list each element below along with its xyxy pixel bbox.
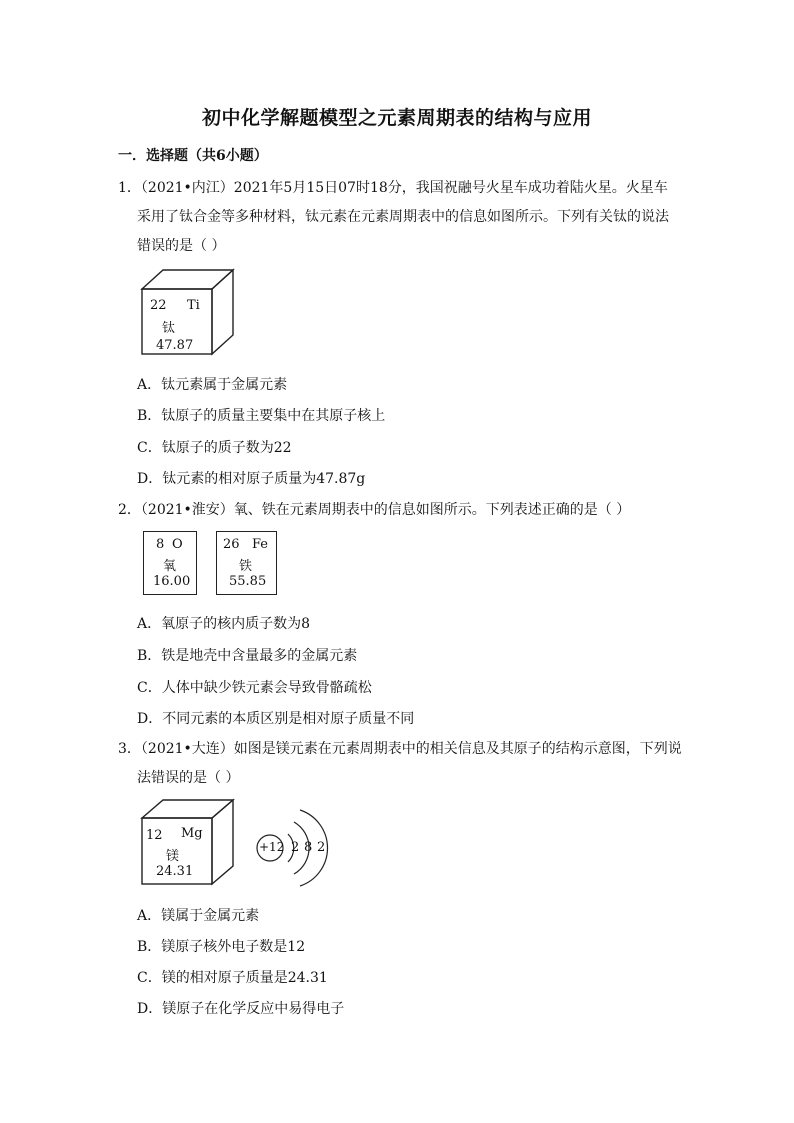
shell-3-electrons: 2 [317, 840, 326, 855]
tile-element-name: 钛 [162, 321, 176, 336]
tile-element-name: 氧 [163, 559, 177, 574]
q2-option-d: D．不同元素的本质区别是相对原子质量不同 [137, 711, 415, 727]
shell-1-electrons: 2 [291, 840, 300, 855]
q3-option-c: C．镁的相对原子质量是24.31 [137, 970, 328, 986]
nucleus-charge: +12 [259, 840, 285, 854]
tile-atomic-mass: 24.31 [156, 864, 194, 879]
q2-element-tile-iron [216, 531, 277, 595]
q1-option-d: D．钛元素的相对原子质量为47.87g [137, 471, 366, 487]
tile-element-name: 镁 [166, 849, 180, 864]
tile-atomic-number: 12 [146, 828, 163, 843]
shell-2-electrons: 8 [304, 840, 313, 855]
q2-option-a: A．氧原子的核内质子数为8 [137, 616, 311, 632]
tile-atomic-number: 22 [150, 298, 167, 313]
tile-symbol: O [172, 537, 183, 552]
tile-atomic-mass: 16.00 [153, 574, 191, 589]
tile-atomic-number: 8 [156, 537, 165, 552]
tile-atomic-mass: 47.87 [156, 338, 194, 353]
q1-option-c: C．钛原子的质子数为22 [137, 440, 292, 456]
q2-stem-line-1: 2．（2021•淮安）氧、铁在元素周期表中的信息如图所示。下列表述正确的是（ ） [118, 502, 631, 518]
q1-option-a: A．钛元素属于金属元素 [137, 377, 288, 393]
q1-stem-line-2: 采用了钛合金等多种材料，钛元素在元素周期表中的信息如图所示。下列有关钛的说法 [137, 209, 669, 225]
tile-atomic-number: 26 [223, 537, 240, 552]
q3-option-b: B．镁原子核外电子数是12 [137, 939, 306, 955]
atom-structure-diagram [252, 800, 332, 896]
q3-element-tile [140, 798, 235, 889]
q1-stem-line-3: 错误的是（ ） [137, 238, 226, 254]
page-title: 初中化学解题模型之元素周期表的结构与应用 [201, 107, 592, 129]
q3-option-a: A．镁属于金属元素 [137, 908, 260, 924]
q2-option-c: C．人体中缺少铁元素会导致骨骼疏松 [137, 680, 372, 696]
q1-option-b: B．钛原子的质量主要集中在其原子核上 [137, 408, 386, 424]
q2-option-b: B．铁是地壳中含量最多的金属元素 [137, 648, 358, 664]
tile-symbol: Mg [181, 826, 203, 841]
tile-element-name: 铁 [239, 559, 253, 574]
section-heading: 一．选择题（共6小题） [118, 148, 268, 164]
q3-option-d: D．镁原子在化学反应中易得电子 [137, 1001, 345, 1017]
tile-symbol: Fe [252, 537, 269, 552]
q2-element-tile-oxygen [143, 531, 197, 595]
q3-stem-line-2: 法错误的是（ ） [137, 770, 240, 786]
tile-atomic-mass: 55.85 [229, 574, 267, 589]
q1-element-tile [140, 268, 235, 360]
q3-stem-line-1: 3．（2021•大连）如图是镁元素在元素周期表中的相关信息及其原子的结构示意图，下列说 [118, 741, 682, 757]
q1-stem-line-1: 1．（2021•内江）2021年5月15日07时18分，我国祝融号火星车成功着陆火星。火星车 [118, 180, 668, 196]
tile-symbol: Ti [187, 298, 200, 313]
